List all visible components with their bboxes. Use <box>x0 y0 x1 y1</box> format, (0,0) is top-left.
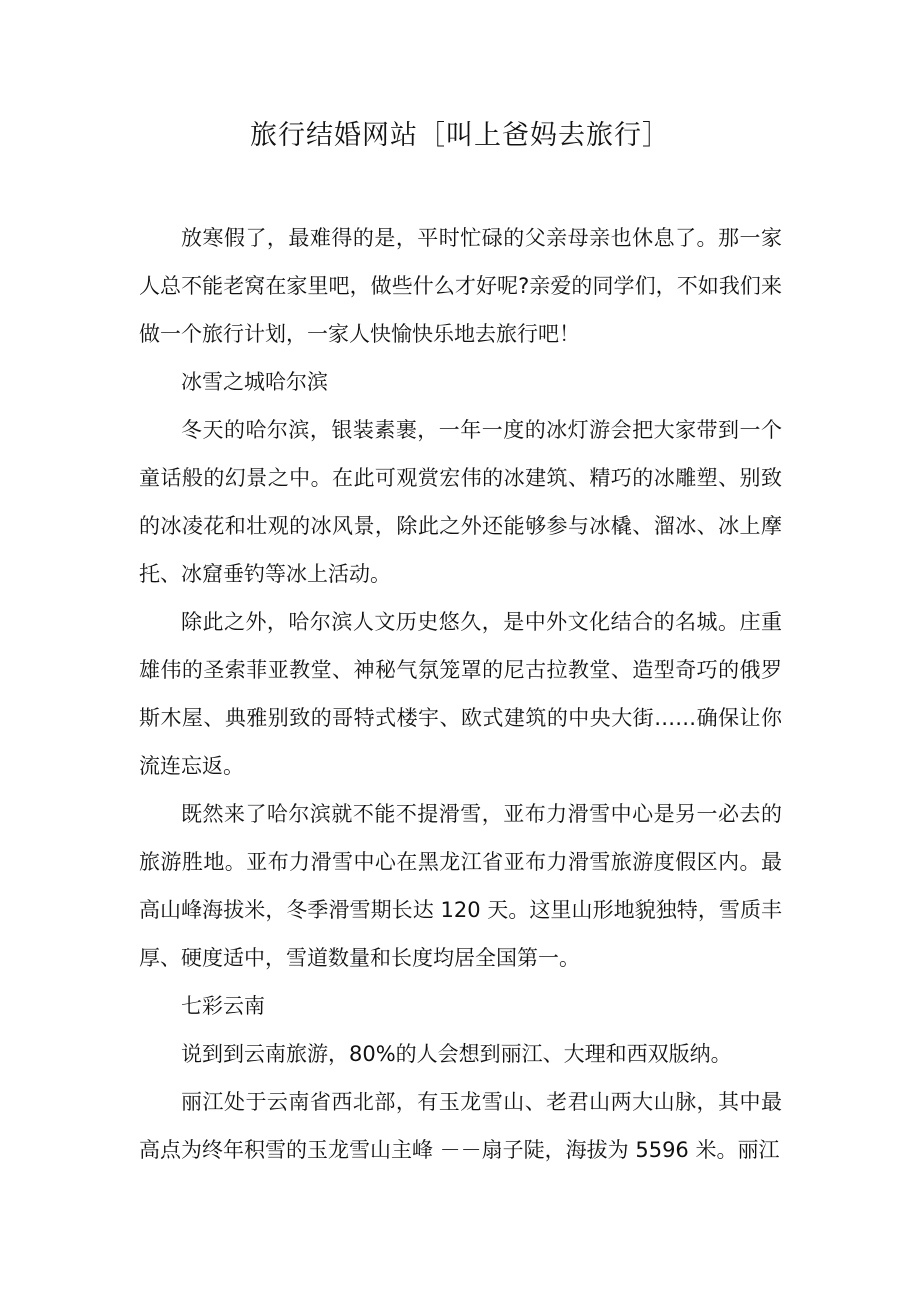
document-title: 旅行结婚网站［叫上爸妈去旅行］ <box>250 120 670 151</box>
paragraph-harbin-skiing: 既然来了哈尔滨就不能不提滑雪，亚布力滑雪中心是另一必去的旅游胜地。亚布力滑雪中心在黑龙江省亚布力滑雪旅游度假区内。最高山峰海拔米，冬季滑雪期长达 120 天。这里山形地貌独特，雪质丰厚、硬度适中，雪道数量和长度均居全国第一。 <box>139 802 782 970</box>
section-heading-harbin: 冰雪之城哈尔滨 <box>181 370 328 394</box>
section-heading-yunnan: 七彩云南 <box>181 994 265 1018</box>
paragraph-yunnan-intro: 说到到云南旅游，80%的人会想到丽江、大理和西双版纳。 <box>181 1042 732 1066</box>
paragraph-lijiang: 丽江处于云南省西北部，有玉龙雪山、老君山两大山脉，其中最高点为终年积雪的玉龙雪山主峰 －－扇子陡，海拔为 5596 米。丽江 <box>139 1090 782 1162</box>
paragraph-harbin-ice: 冬天的哈尔滨，银装素裹，一年一度的冰灯游会把大家带到一个童话般的幻景之中。在此可观赏宏伟的冰建筑、精巧的冰雕塑、别致的冰凌花和壮观的冰风景，除此之外还能够参与冰橇、溜冰、冰上摩托、冰窟垂钓等冰上活动。 <box>139 418 782 586</box>
paragraph-harbin-culture: 除此之外，哈尔滨人文历史悠久，是中外文化结合的名城。庄重雄伟的圣索菲亚教堂、神秘气氛笼罩的尼古拉教堂、造型奇巧的俄罗斯木屋、典雅别致的哥特式楼宇、欧式建筑的中央大街……确保让你流连忘返。 <box>139 610 782 778</box>
paragraph-intro: 放寒假了，最难得的是，平时忙碌的父亲母亲也休息了。那一家人总不能老窝在家里吧，做些什么才好呢?亲爱的同学们，不如我们来做一个旅行计划，一家人快愉快乐地去旅行吧！ <box>139 226 782 346</box>
document-body <box>139 214 782 1174</box>
